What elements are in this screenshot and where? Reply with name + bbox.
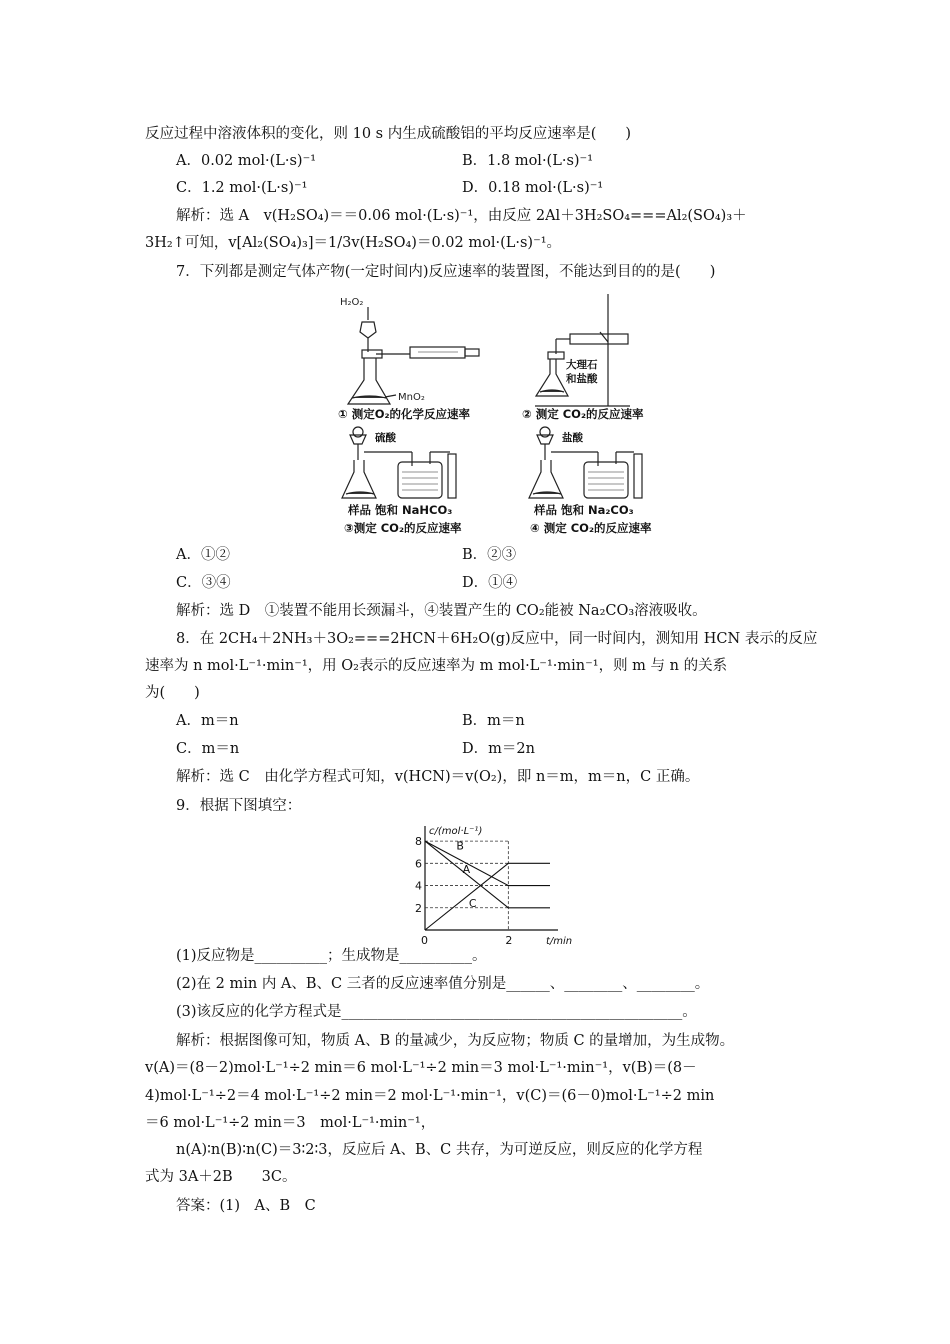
q9-part2: (2)在 2 min 内 A、B、C 三者的反应速率值分别是______、________、________。 [176,976,710,992]
q9-analysis-line5: n(A)∶n(B)∶n(C)＝3∶2∶3，反应后 A、B、C 共存，为可逆反应，则反应的化学方程 [176,1142,703,1158]
q6-analysis-line2: 3H₂↑可知，v[Al₂(SO₄)₃]＝1/3v(H₂SO₄)＝0.02 mol·(L·s)⁻¹。 [145,235,562,251]
gridlines [425,841,508,930]
y-tick-6: 6 [415,857,422,871]
x-tick-0: 0 [421,934,428,947]
q9-analysis-line2: v(A)＝(8－2)mol·L⁻¹÷2 min＝6 mol·L⁻¹÷2 min＝3 mol·L⁻¹·min⁻¹，v(B)＝(8－ [145,1060,697,1076]
h2o2-label: H₂O₂ [340,297,364,308]
marble-label-2: 和盐酸 [566,373,598,385]
q6-stem-tail: 反应过程中溶液体积的变化，则 10 s 内生成硫酸铝的平均反应速率是( ) [145,126,632,142]
marble-label-1: 大理石 [566,359,598,371]
concentration-time-chart [395,822,580,947]
q8-option-a: A．m＝n [176,713,239,729]
y-axis-label: c/(mol·L⁻¹) [429,826,483,837]
apparatus-3-caption: ③测定 CO₂的反应速率 [344,521,462,535]
q7-analysis: 解析：选 D ①装置不能用长颈漏斗，④装置产生的 CO₂能被 Na₂CO₃溶液吸收。 [176,603,707,619]
apparatus-4-labels: 样品 饱和 Na₂CO₃ [534,503,634,517]
q9-analysis-line4: ＝6 mol·L⁻¹÷2 min＝3 mol·L⁻¹·min⁻¹， [145,1115,436,1131]
q8-analysis: 解析：选 C 由化学方程式可知，v(HCN)＝v(O₂)，即 n＝m，m＝n，C 正确。 [176,769,700,785]
q9-analysis-line1: 解析：根据图像可知，物质 A、B 的量减少，为反应物；物质 C 的量增加，为生成物。 [176,1033,735,1049]
q8-option-c: C．m＝n [176,741,240,757]
y-tick-4: 4 [415,879,422,893]
hydrochloric-acid-label: 盐酸 [562,432,583,444]
apparatus-4-caption: ④ 测定 CO₂的反应速率 [530,521,652,535]
apparatus-3 [342,427,456,498]
apparatus-2 [535,294,630,406]
apparatus-2-caption: ② 测定 CO₂的反应速率 [522,407,644,421]
apparatus-3-labels: 样品 饱和 NaHCO₃ [348,503,453,517]
apparatus-1 [340,297,479,404]
q9-part3: (3)该反应的化学方程式是_______________________________________________。 [176,1004,697,1020]
q9-chart [395,822,580,947]
q9-analysis-line3: 4)mol·L⁻¹÷2＝4 mol·L⁻¹÷2 min＝2 mol·L⁻¹·min⁻¹，v(C)＝(6－0)mol·L⁻¹÷2 min [145,1088,715,1104]
q6-option-b: B．1.8 mol·(L·s)⁻¹ [462,153,594,169]
apparatus-drawing [330,292,660,542]
q7-option-a: A．①② [176,547,230,563]
q6-option-c: C．1.2 mol·(L·s)⁻¹ [176,180,308,196]
q7-apparatus-figure [330,292,660,542]
q8-stem-line2: 速率为 n mol·L⁻¹·min⁻¹，用 O₂表示的反应速率为 m mol·L⁻¹·min⁻¹，则 m 与 n 的关系 [145,658,728,674]
apparatus-4 [529,427,642,498]
q8-option-b: B．m＝n [462,713,525,729]
series-label-B: B [456,839,464,853]
mno2-label: MnO₂ [398,392,425,403]
q7-stem: 7．下列都是测定气体产物(一定时间内)反应速率的装置图，不能达到目的的是( ) [176,264,716,280]
q6-option-a: A．0.02 mol·(L·s)⁻¹ [176,153,317,169]
q9-answer: 答案：(1) A、B C [176,1198,316,1214]
series-line-C [425,863,550,930]
x-tick-2: 2 [505,934,513,947]
apparatus-1-caption: ① 测定O₂的化学反应速率 [338,407,471,421]
q8-option-d: D．m＝2n [462,741,535,757]
y-tick-2: 2 [415,901,422,915]
q9-stem: 9．根据下图填空： [176,798,302,814]
q9-part1: (1)反应物是__________；生成物是__________。 [176,948,487,964]
series-lines [425,840,550,930]
y-tick-8: 8 [415,835,422,849]
q6-option-d: D．0.18 mol·(L·s)⁻¹ [462,180,604,196]
series-label-C: C [468,896,477,910]
q7-option-c: C．③④ [176,575,231,591]
sulfuric-acid-label: 硫酸 [375,432,396,444]
q7-option-b: B．②③ [462,547,517,563]
q8-stem-line1: 8．在 2CH₄＋2NH₃＋3O₂===2HCN＋6H₂O(g)反应中，同一时间内，测知用 HCN 表示的反应 [176,631,818,647]
q6-analysis-line1: 解析：选 A v(H₂SO₄)＝＝0.06 mol·(L·s)⁻¹，由反应 2Al＋3H₂SO₄===Al₂(SO₄)₃＋ [176,208,747,224]
q9-analysis-line6: 式为 3A＋2B 3C。 [145,1169,297,1185]
x-axis-label: t/min [546,936,573,947]
q8-stem-line3: 为( ) [145,685,200,701]
series-label-A: A [462,862,471,876]
q7-option-d: D．①④ [462,575,518,591]
